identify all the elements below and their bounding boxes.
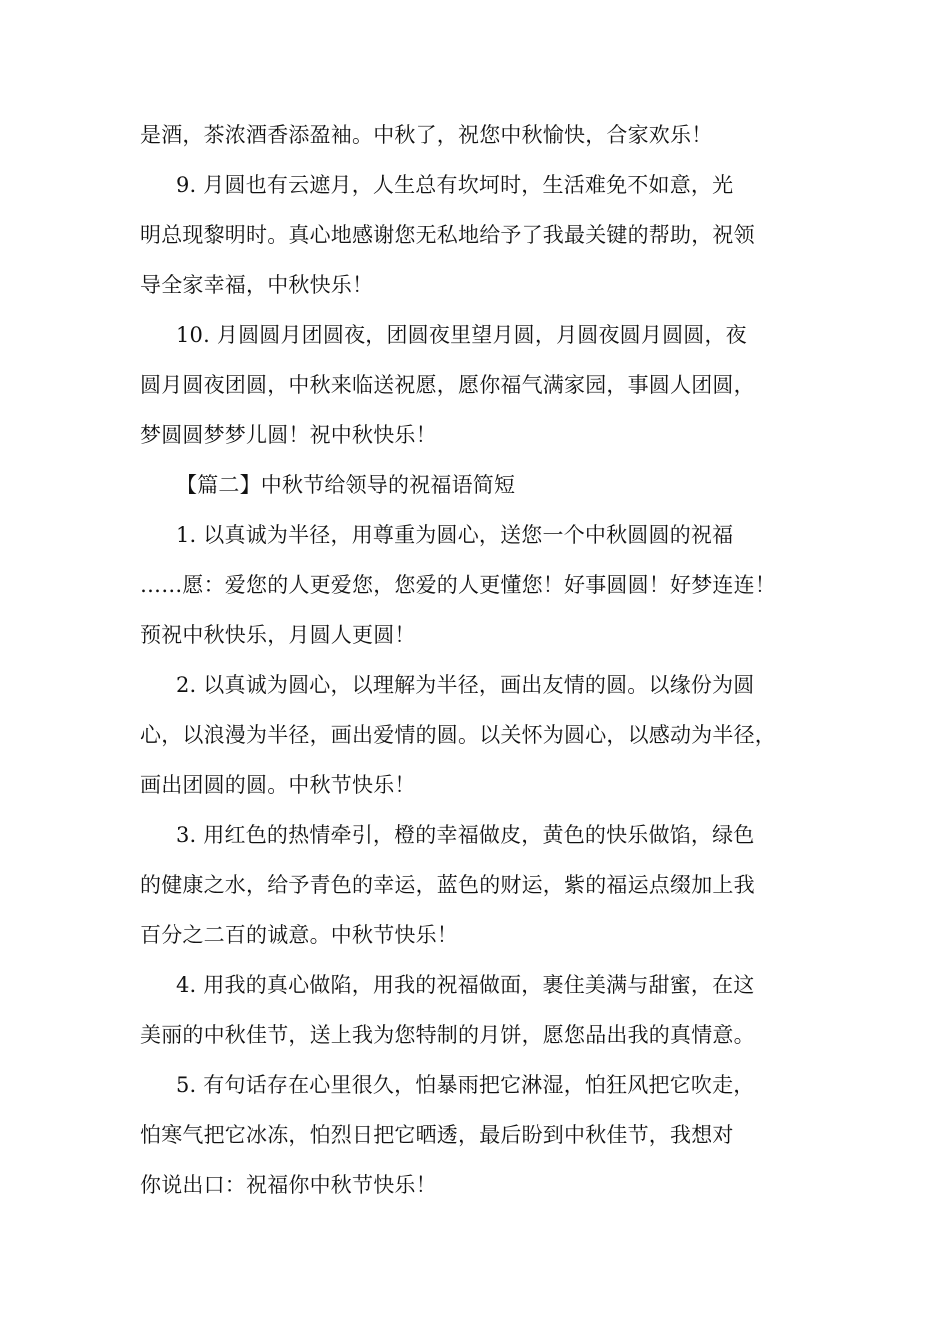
text-line-14: 画出团圆的圆。中秋节快乐！ <box>140 773 416 797</box>
text-line-3: 明总现黎明时。真心地感谢您无私地给予了我最关键的帮助，祝领 <box>140 223 755 247</box>
text-line-6: 圆月圆夜团圆，中秋来临送祝愿，愿你福气满家园，事圆人团圆， <box>140 373 755 397</box>
text-line-15: 3. 用红色的热情牵引，橙的幸福做皮，黄色的快乐做馅，绿色 <box>176 823 755 847</box>
text-line-11: 预祝中秋快乐，月圆人更圆！ <box>140 623 416 647</box>
text-line-5: 10. 月圆圆月团圆夜，团圆夜里望月圆，月圆夜圆月圆圆，夜 <box>176 323 747 347</box>
text-line-18: 4. 用我的真心做陷，用我的祝福做面，裹住美满与甜蜜，在这 <box>176 973 755 997</box>
text-line-12: 2. 以真诚为圆心，以理解为半径，画出友情的圆。以缘份为圆 <box>176 673 755 697</box>
text-line-19: 美丽的中秋佳节，送上我为您特制的月饼，愿您品出我的真情意。 <box>140 1023 755 1047</box>
text-line-16: 的健康之水，给予青色的幸运，蓝色的财运，紫的福运点缀加上我 <box>140 873 755 897</box>
text-line-22: 你说出口：祝福你中秋节快乐！ <box>140 1173 437 1197</box>
text-line-20: 5. 有句话存在心里很久，怕暴雨把它淋湿，怕狂风把它吹走， <box>176 1073 755 1097</box>
text-line-10: ……愿：爱您的人更爱您，您爱的人更懂您！好事圆圆！好梦连连！ <box>140 573 776 597</box>
text-line-4: 导全家幸福，中秋快乐！ <box>140 273 374 297</box>
text-line-1: 是酒，茶浓酒香添盈袖。中秋了，祝您中秋愉快，合家欢乐！ <box>140 123 713 147</box>
text-line-17: 百分之二百的诚意。中秋节快乐！ <box>140 923 458 947</box>
text-line-2: 9. 月圆也有云遮月，人生总有坎坷时，生活难免不如意，光 <box>176 173 734 197</box>
text-line-7: 梦圆圆梦梦儿圆！祝中秋快乐！ <box>140 423 437 447</box>
text-line-9: 1. 以真诚为半径，用尊重为圆心，送您一个中秋圆圆的祝福 <box>176 523 734 547</box>
text-line-21: 怕寒气把它冰冻，怕烈日把它晒透，最后盼到中秋佳节，我想对 <box>140 1123 734 1147</box>
text-line-13: 心，以浪漫为半径，画出爱情的圆。以关怀为圆心，以感动为半径， <box>140 723 776 747</box>
section-heading: 【篇二】中秋节给领导的祝福语简短 <box>176 473 516 497</box>
